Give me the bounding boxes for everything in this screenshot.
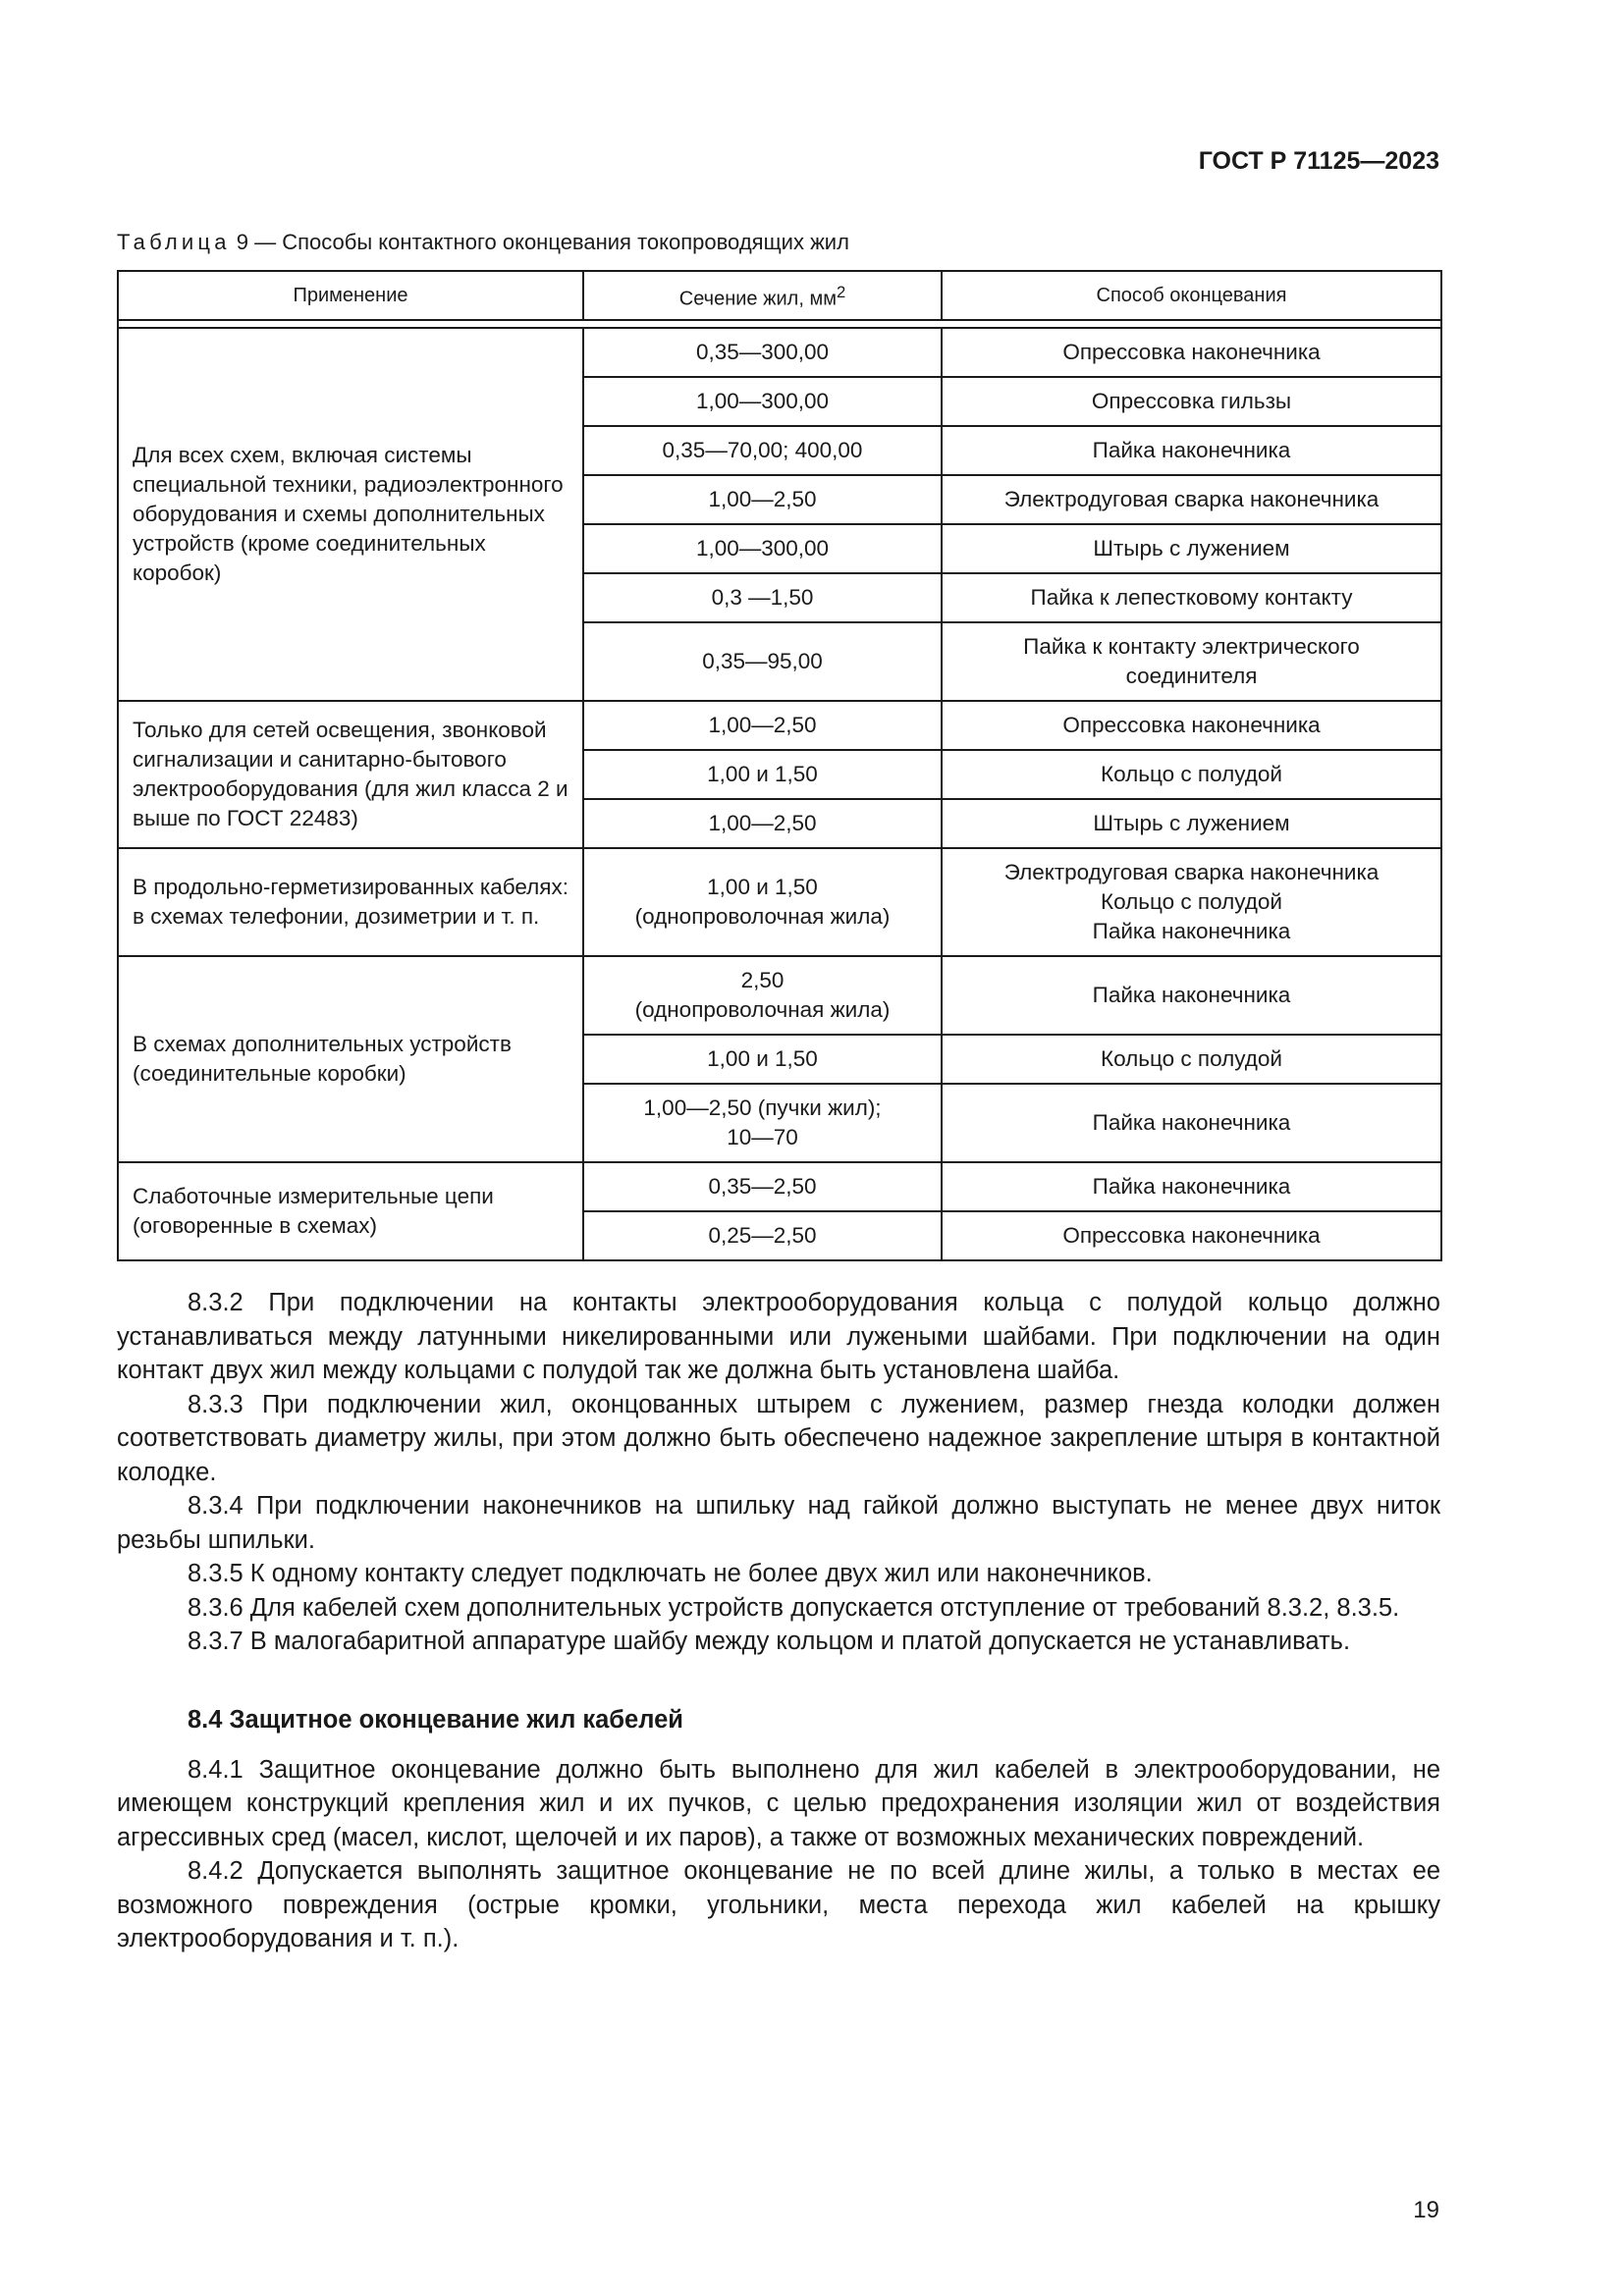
table-row bbox=[118, 701, 1441, 750]
section-cell: 1,00—2,50 (пучки жил); 10—70 bbox=[583, 1084, 942, 1162]
application-cell: Для всех схем, включая системы специальной техники, радиоэлектронного оборудования и схемы дополнительных устройств (кроме соединительных коробок) bbox=[118, 328, 583, 701]
column-header-section-text: Сечение жил, мм bbox=[678, 288, 837, 310]
document-code: ГОСТ Р 71125—2023 bbox=[1198, 147, 1439, 175]
method-cell: Пайка наконечника bbox=[942, 1162, 1441, 1211]
section-cell: 1,00—2,50 bbox=[583, 799, 942, 848]
method-cell: Опрессовка наконечника bbox=[942, 701, 1441, 750]
method-cell: Кольцо с полудой bbox=[942, 750, 1441, 799]
body-text-8-4 bbox=[117, 1703, 1440, 1956]
paragraph-8-3-4: 8.3.4 При подключении наконечников на шпильку над гайкой должно выступать не менее двух ниток резьбы шпильки. bbox=[117, 1492, 1440, 1554]
application-cell: Слаботочные измерительные цепи (оговоренные в схемах) bbox=[118, 1162, 583, 1260]
section-cell: 0,35—2,50 bbox=[583, 1162, 942, 1211]
method-cell: Опрессовка гильзы bbox=[942, 377, 1441, 426]
section-cell: 0,25—2,50 bbox=[583, 1211, 942, 1260]
method-cell: Штырь с лужением bbox=[942, 524, 1441, 573]
section-cell: 0,3 —1,50 bbox=[583, 573, 942, 622]
section-heading-8-4: 8.4 Защитное оконцевание жил кабелей bbox=[188, 1706, 683, 1734]
header-gap-cell bbox=[118, 320, 1441, 328]
column-header-section-superscript: 2 bbox=[836, 282, 846, 301]
section-cell: 0,35—95,00 bbox=[583, 622, 942, 701]
application-cell: Только для сетей освещения, звонковой сигнализации и санитарно-бытового электрооборудования (для жил класса 2 и выше по ГОСТ 22483) bbox=[118, 701, 583, 848]
section-cell: 1,00 и 1,50 bbox=[583, 750, 942, 799]
page-number: 19 bbox=[1413, 2197, 1439, 2223]
section-cell: 1,00—2,50 bbox=[583, 701, 942, 750]
paragraph-8-3-7: 8.3.7 В малогабаритной аппаратуре шайбу между кольцом и платой допускается не устанавливать. bbox=[188, 1628, 1351, 1655]
table-caption-text: 9 — Способы контактного оконцевания токопроводящих жил bbox=[236, 230, 849, 254]
table-row bbox=[118, 1162, 1441, 1211]
column-header-section bbox=[583, 271, 942, 320]
section-cell: 1,00—300,00 bbox=[583, 377, 942, 426]
column-header-application: Применение bbox=[118, 271, 583, 320]
method-cell: Пайка к лепестковому контакту bbox=[942, 573, 1441, 622]
method-cell: Электродуговая сварка наконечника bbox=[942, 475, 1441, 524]
section-cell: 1,00—300,00 bbox=[583, 524, 942, 573]
paragraph-8-4-1: 8.4.1 Защитное оконцевание должно быть выполнено для жил кабелей в электрооборудовании, не имеющем конструкций крепления жил и их пучков, с целью предохранения изоляции жил от воздействия агрессивных сред (масел, кислот, щелочей и их паров), а также от возможных механических повреждений. bbox=[117, 1755, 1440, 1851]
heading-spacer bbox=[117, 1737, 1440, 1753]
method-cell: Кольцо с полудой bbox=[942, 1035, 1441, 1084]
table-caption-label: Таблица bbox=[117, 230, 231, 254]
paragraph-8-4-2: 8.4.2 Допускается выполнять защитное оконцевание не по всей длине жилы, а только в местах ее возможного повреждения (острые кромки, угольники, места перехода жил кабелей на крышку электрооборудования и т. п.). bbox=[117, 1857, 1440, 1952]
table-row bbox=[118, 328, 1441, 377]
section-cell: 1,00—2,50 bbox=[583, 475, 942, 524]
application-cell: В продольно-герметизированных кабелях: в схемах телефонии, дозиметрии и т. п. bbox=[118, 848, 583, 956]
application-cell: В схемах дополнительных устройств (соединительные коробки) bbox=[118, 956, 583, 1162]
method-cell: Электродуговая сварка наконечника Кольцо с полудой Пайка наконечника bbox=[942, 848, 1441, 956]
method-cell: Пайка наконечника bbox=[942, 956, 1441, 1035]
paragraph-8-3-3: 8.3.3 При подключении жил, оконцованных штырем с лужением, размер гнезда колодки должен соответствовать диаметру жилы, при этом должно быть обеспечено надежное закрепление штыря в контактной колодке. bbox=[117, 1390, 1440, 1486]
section-cell: 0,35—70,00; 400,00 bbox=[583, 426, 942, 475]
paragraph-8-3-5: 8.3.5 К одному контакту следует подключать не более двух жил или наконечников. bbox=[188, 1560, 1153, 1587]
table-header-row bbox=[118, 271, 1441, 320]
method-cell: Опрессовка наконечника bbox=[942, 1211, 1441, 1260]
method-cell: Штырь с лужением bbox=[942, 799, 1441, 848]
method-cell: Пайка наконечника bbox=[942, 426, 1441, 475]
header-gap-row bbox=[118, 320, 1441, 328]
section-cell: 1,00 и 1,50 (однопроволочная жила) bbox=[583, 848, 942, 956]
termination-methods-table bbox=[117, 270, 1442, 1261]
body-text-8-3 bbox=[117, 1286, 1440, 1659]
section-cell: 2,50 (однопроволочная жила) bbox=[583, 956, 942, 1035]
section-cell: 1,00 и 1,50 bbox=[583, 1035, 942, 1084]
table-caption bbox=[117, 230, 849, 255]
method-cell: Пайка к контакту электрического соединителя bbox=[942, 622, 1441, 701]
table-row bbox=[118, 848, 1441, 956]
table-row bbox=[118, 956, 1441, 1035]
paragraph-8-3-2: 8.3.2 При подключении на контакты электрооборудования кольца с полудой кольцо должно устанавливаться между латунными никелированными или лужеными шайбами. При подключении на один контакт двух жил между кольцами с полудой так же должна быть установлена шайба. bbox=[117, 1289, 1440, 1384]
section-cell: 0,35—300,00 bbox=[583, 328, 942, 377]
column-header-method: Способ оконцевания bbox=[942, 271, 1441, 320]
method-cell: Опрессовка наконечника bbox=[942, 328, 1441, 377]
method-cell: Пайка наконечника bbox=[942, 1084, 1441, 1162]
paragraph-8-3-6: 8.3.6 Для кабелей схем дополнительных устройств допускается отступление от требований 8.3.2, 8.3.5. bbox=[188, 1593, 1400, 1622]
